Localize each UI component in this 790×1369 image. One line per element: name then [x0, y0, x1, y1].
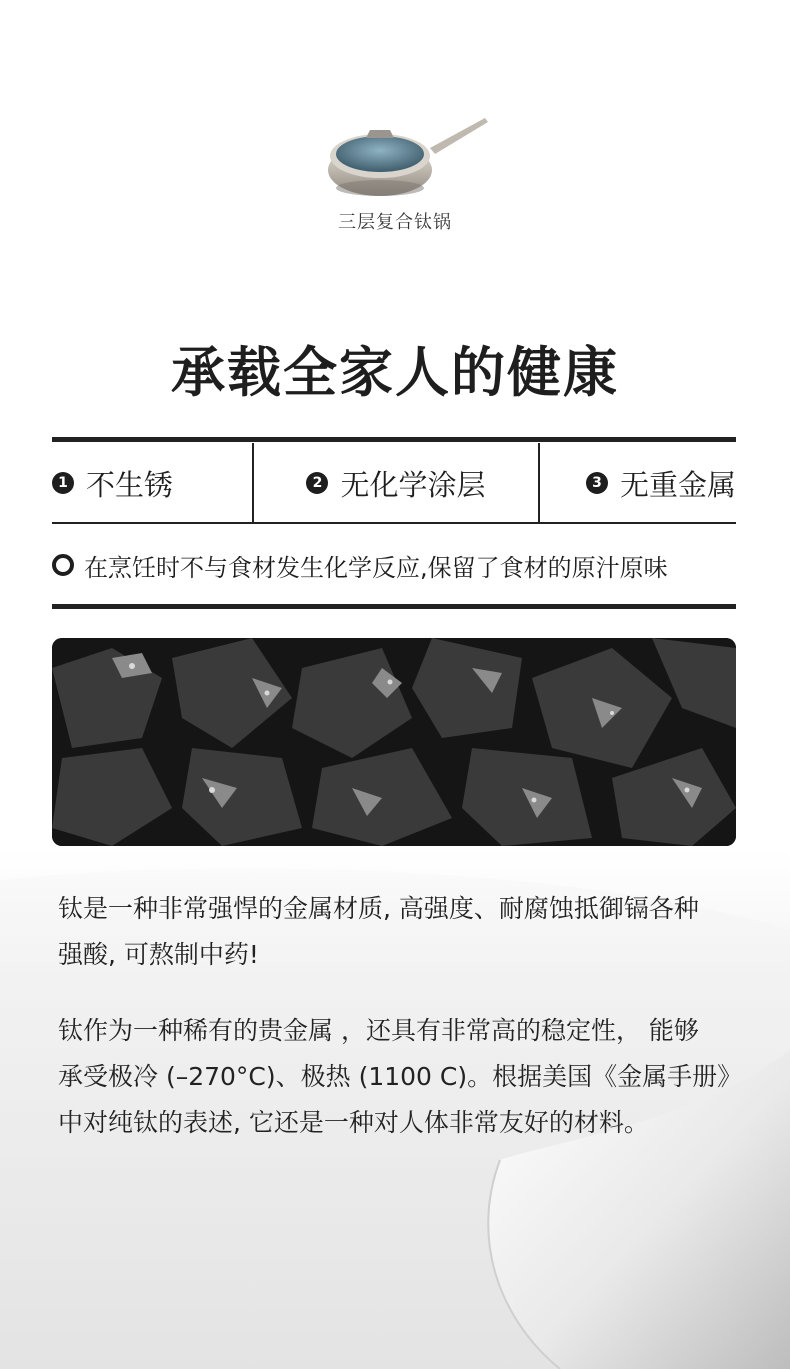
feature-label: 无重金属: [619, 467, 736, 502]
feature-label: 不生锈: [86, 467, 174, 502]
paragraph-line: 中对纯钛的表述, 它还是一种对人体非常友好的材料。: [58, 1108, 649, 1137]
paragraph-titanium-stability: [58, 1008, 748, 1146]
note-text: 在烹饪时不与食材发生化学反应,保留了食材的原汁原味: [84, 553, 668, 582]
frying-pan-icon: [320, 108, 490, 208]
middle-rule: [52, 522, 736, 524]
paragraph-line: 钛作为一种稀有的贵金属 ，还具有非常高的稳定性， 能够: [58, 1016, 699, 1045]
product-caption: 三层复合钛锅: [338, 212, 452, 233]
paragraph-line: 钛是一种非常强悍的金属材质, 高强度、耐腐蚀抵御镉各种: [58, 894, 699, 923]
top-thick-rule: [52, 437, 736, 442]
feature-item: [52, 443, 252, 523]
paragraph-line: 承受极冷 (–270°C)、极热 (1100 C)。根据美国《金属手册》: [58, 1062, 743, 1091]
feature-item: [252, 443, 540, 523]
number-badge-icon: 1: [52, 472, 74, 494]
feature-item: [540, 443, 736, 523]
titanium-ore-image: [52, 638, 736, 846]
number-badge-icon: 3: [586, 472, 608, 494]
ore-illustration-icon: [52, 638, 736, 846]
feature-list: [52, 443, 736, 523]
number-badge-icon: 2: [306, 472, 328, 494]
page-title: 承载全家人的健康: [171, 341, 619, 404]
paragraph-line: 强酸, 可熬制中药!: [58, 940, 259, 969]
feature-note: [52, 526, 736, 604]
paragraph-titanium-strength: [58, 886, 748, 978]
product-image: [320, 108, 490, 208]
feature-label: 无化学涂层: [340, 467, 486, 502]
ring-bullet-icon: [52, 554, 74, 576]
bottom-thick-rule: [52, 604, 736, 609]
